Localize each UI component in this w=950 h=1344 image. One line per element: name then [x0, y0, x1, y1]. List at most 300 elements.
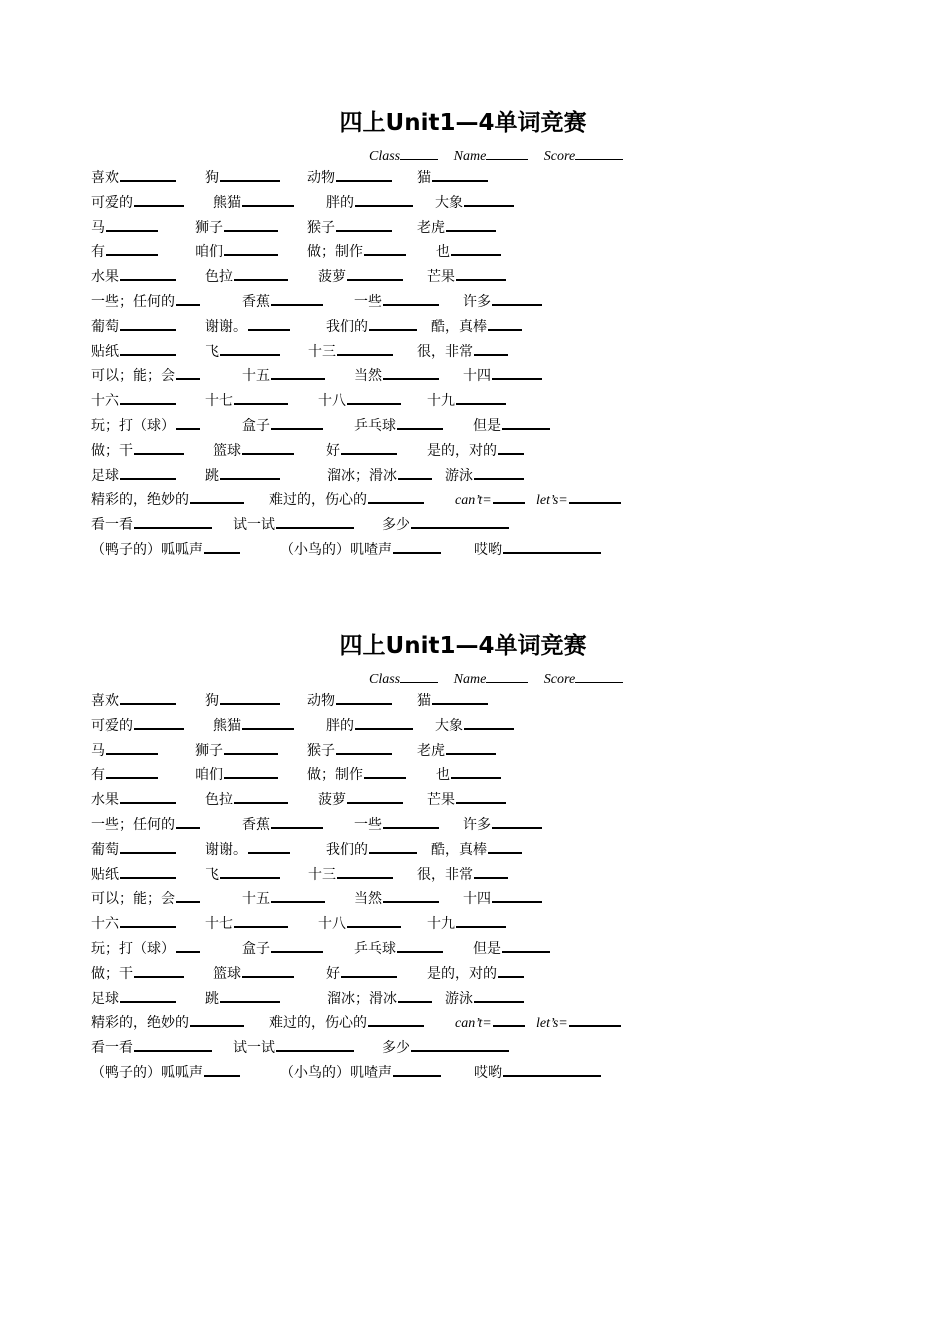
answer-blank[interactable] — [224, 216, 278, 232]
answer-blank[interactable] — [446, 739, 496, 755]
class-label: Class — [369, 672, 401, 687]
class-field[interactable] — [369, 146, 438, 165]
word-prompt: 马 — [91, 742, 105, 759]
word-item — [213, 191, 294, 215]
word-item — [213, 962, 294, 986]
word-prompt: 我们的 — [326, 841, 368, 858]
answer-blank[interactable] — [502, 414, 550, 430]
answer-blank[interactable] — [411, 513, 509, 529]
answer-blank[interactable] — [355, 714, 413, 730]
answer-blank[interactable] — [190, 488, 244, 504]
word-prompt: 十六 — [91, 916, 119, 933]
answer-blank[interactable] — [355, 191, 413, 207]
answer-blank[interactable] — [220, 863, 280, 879]
answer-blank[interactable] — [337, 340, 393, 356]
word-item — [233, 513, 354, 537]
word-prompt: 飞 — [205, 343, 219, 360]
word-prompt: 足球 — [91, 990, 119, 1007]
answer-blank[interactable] — [106, 216, 158, 232]
word-prompt: 谢谢。 — [205, 318, 247, 335]
answer-blank[interactable] — [120, 912, 176, 928]
word-item — [91, 265, 176, 289]
word-prompt: 很，非常 — [417, 343, 473, 360]
word-item — [91, 240, 158, 264]
answer-blank[interactable] — [224, 739, 278, 755]
answer-blank[interactable] — [220, 340, 280, 356]
word-item — [91, 987, 176, 1011]
answer-blank[interactable] — [341, 962, 397, 978]
answer-blank[interactable] — [120, 788, 176, 804]
word-prompt: 猫 — [417, 693, 431, 709]
word-item — [427, 912, 506, 936]
word-item — [91, 315, 176, 339]
answer-blank[interactable] — [242, 962, 294, 978]
word-prompt: 狗 — [205, 693, 219, 709]
word-prompt: 玩；打（球） — [91, 940, 175, 957]
word-item — [242, 887, 325, 911]
word-prompt: can’t= — [455, 1016, 492, 1032]
answer-blank[interactable] — [503, 1061, 601, 1077]
answer-blank[interactable] — [276, 513, 354, 529]
answer-blank[interactable] — [176, 813, 200, 829]
word-item — [91, 1036, 212, 1060]
answer-blank[interactable] — [176, 887, 200, 903]
word-item — [455, 488, 525, 513]
answer-blank[interactable] — [120, 464, 176, 480]
word-item — [307, 739, 392, 763]
name-label: Name — [453, 672, 487, 687]
word-item — [354, 813, 439, 837]
word-prompt: 十五 — [242, 891, 270, 908]
word-item — [455, 1011, 525, 1036]
answer-blank[interactable] — [492, 290, 542, 306]
word-item — [327, 987, 432, 1011]
word-item — [417, 689, 488, 713]
answer-blank[interactable] — [336, 166, 392, 182]
word-item — [431, 838, 522, 862]
word-prompt: 好 — [326, 442, 340, 459]
word-prompt: 水果 — [91, 269, 119, 286]
word-item — [91, 962, 184, 986]
answer-blank[interactable] — [432, 689, 488, 705]
word-prompt: 色拉 — [205, 269, 233, 286]
word-prompt: 难过的，伤心的 — [269, 1015, 367, 1032]
answer-blank[interactable] — [176, 414, 200, 430]
word-prompt: 胖的 — [326, 717, 354, 734]
word-item — [307, 689, 392, 713]
answer-blank[interactable] — [474, 340, 508, 356]
answer-blank[interactable] — [492, 813, 542, 829]
answer-blank[interactable] — [120, 838, 176, 854]
answer-blank[interactable] — [498, 962, 524, 978]
word-item — [91, 464, 176, 488]
answer-blank[interactable] — [120, 987, 176, 1003]
word-item — [326, 191, 413, 215]
word-item — [436, 240, 501, 264]
word-prompt: 十七 — [205, 916, 233, 933]
answer-blank[interactable] — [276, 1036, 354, 1052]
answer-blank[interactable] — [383, 887, 439, 903]
word-prompt: 熊猫 — [213, 717, 241, 734]
answer-blank[interactable] — [474, 863, 508, 879]
answer-blank[interactable] — [337, 863, 393, 879]
answer-blank[interactable] — [493, 488, 525, 504]
word-item — [474, 538, 601, 562]
word-prompt: 溜冰；滑冰 — [327, 467, 397, 484]
answer-blank[interactable] — [456, 265, 506, 281]
answer-blank[interactable] — [411, 1036, 509, 1052]
word-item — [91, 838, 176, 862]
answer-blank[interactable] — [397, 937, 443, 953]
word-item — [213, 439, 294, 463]
answer-blank[interactable] — [336, 689, 392, 705]
answer-blank[interactable] — [220, 464, 280, 480]
word-prompt: let’s= — [536, 1016, 568, 1032]
word-prompt: 狮子 — [195, 742, 223, 759]
answer-blank[interactable] — [176, 937, 200, 953]
answer-blank[interactable] — [134, 1036, 212, 1052]
name-field[interactable] — [454, 669, 529, 688]
word-prompt: 乒乓球 — [354, 417, 396, 434]
class-field[interactable] — [369, 669, 438, 688]
word-prompt: 狮子 — [195, 219, 223, 236]
word-prompt: 游泳 — [445, 990, 473, 1007]
answer-blank[interactable] — [106, 763, 158, 779]
word-prompt: 十八 — [318, 393, 346, 410]
answer-blank[interactable] — [341, 439, 397, 455]
answer-blank[interactable] — [248, 838, 290, 854]
word-prompt: 做；制作 — [307, 244, 363, 261]
answer-blank[interactable] — [502, 937, 550, 953]
word-prompt: 马 — [91, 219, 105, 236]
word-item — [213, 714, 294, 738]
word-prompt: （小鸟的）叽喳声 — [280, 1064, 392, 1081]
word-prompt: 可爱的 — [91, 717, 133, 734]
word-item — [417, 739, 496, 763]
answer-blank[interactable] — [474, 987, 524, 1003]
answer-blank[interactable] — [347, 265, 403, 281]
word-item — [445, 464, 524, 488]
word-prompt: 酷，真棒 — [431, 318, 487, 335]
word-prompt: 精彩的，绝妙的 — [91, 492, 189, 509]
word-prompt: 猫 — [417, 170, 431, 186]
word-prompt: （鸭子的）呱呱声 — [91, 541, 203, 558]
word-prompt: 香蕉 — [242, 293, 270, 310]
word-prompt: 喜欢 — [91, 693, 119, 709]
word-item — [318, 389, 401, 413]
word-item — [382, 513, 509, 537]
word-item — [91, 763, 158, 787]
answer-blank[interactable] — [134, 513, 212, 529]
word-item — [91, 364, 200, 388]
word-item — [205, 464, 280, 488]
word-item — [280, 538, 441, 562]
word-prompt: 做；制作 — [307, 767, 363, 784]
word-item — [242, 414, 323, 438]
word-item — [91, 813, 200, 837]
word-prompt: 十五 — [242, 368, 270, 385]
word-prompt: can’t= — [455, 493, 492, 509]
answer-blank[interactable] — [383, 364, 439, 380]
answer-blank[interactable] — [446, 216, 496, 232]
word-prompt: 动物 — [307, 170, 335, 186]
word-item — [91, 414, 200, 438]
answer-blank[interactable] — [271, 937, 323, 953]
word-prompt: 试一试 — [233, 517, 275, 534]
word-prompt: 有 — [91, 244, 105, 261]
answer-blank[interactable] — [368, 1011, 424, 1027]
word-item — [354, 937, 443, 961]
answer-blank[interactable] — [347, 788, 403, 804]
word-prompt: 猴子 — [307, 219, 335, 236]
word-item — [233, 1036, 354, 1060]
word-item — [308, 340, 393, 364]
word-item — [269, 1011, 424, 1035]
word-item — [91, 739, 158, 763]
answer-blank[interactable] — [369, 838, 417, 854]
word-item — [195, 240, 278, 264]
word-prompt: 十四 — [463, 891, 491, 908]
answer-blank[interactable] — [120, 389, 176, 405]
answer-blank[interactable] — [456, 389, 506, 405]
word-prompt: 看一看 — [91, 1040, 133, 1057]
answer-blank[interactable] — [234, 788, 288, 804]
answer-blank[interactable] — [456, 912, 506, 928]
word-item — [308, 863, 393, 887]
answer-blank[interactable] — [398, 987, 432, 1003]
word-prompt: 一些 — [354, 816, 382, 833]
word-prompt: 猴子 — [307, 742, 335, 759]
word-prompt: 篮球 — [213, 442, 241, 459]
answer-blank[interactable] — [271, 290, 323, 306]
word-prompt: 贴纸 — [91, 866, 119, 883]
word-item — [473, 937, 550, 961]
answer-blank[interactable] — [397, 414, 443, 430]
answer-blank[interactable] — [271, 813, 323, 829]
answer-blank[interactable] — [176, 364, 200, 380]
answer-blank[interactable] — [492, 364, 542, 380]
answer-blank[interactable] — [220, 166, 280, 182]
answer-blank[interactable] — [234, 389, 288, 405]
word-prompt: 葡萄 — [91, 841, 119, 858]
answer-blank[interactable] — [451, 240, 501, 256]
word-prompt: 葡萄 — [91, 318, 119, 335]
word-item — [536, 488, 621, 513]
answer-blank[interactable] — [134, 439, 184, 455]
answer-blank[interactable] — [190, 1011, 244, 1027]
word-prompt: 看一看 — [91, 517, 133, 534]
word-item — [195, 763, 278, 787]
answer-blank[interactable] — [242, 191, 294, 207]
answer-blank[interactable] — [120, 265, 176, 281]
word-prompt: 足球 — [91, 467, 119, 484]
word-item — [463, 364, 542, 388]
answer-blank[interactable] — [498, 439, 524, 455]
answer-blank[interactable] — [106, 739, 158, 755]
score-field[interactable] — [544, 146, 623, 165]
answer-blank[interactable] — [271, 364, 325, 380]
word-item — [435, 191, 514, 215]
answer-blank[interactable] — [432, 166, 488, 182]
word-prompt: 十九 — [427, 916, 455, 933]
word-item — [280, 1061, 441, 1085]
word-prompt: 咱们 — [195, 767, 223, 784]
word-prompt: 多少 — [382, 1040, 410, 1057]
word-item — [427, 265, 506, 289]
answer-blank[interactable] — [369, 315, 417, 331]
word-item — [91, 788, 176, 812]
word-prompt: 篮球 — [213, 965, 241, 982]
word-prompt: 跳 — [205, 467, 219, 484]
word-item — [474, 1061, 601, 1085]
word-prompt: （小鸟的）叽喳声 — [280, 541, 392, 558]
word-prompt: 我们的 — [326, 318, 368, 335]
word-prompt: 精彩的，绝妙的 — [91, 1015, 189, 1032]
word-prompt: 老虎 — [417, 219, 445, 236]
answer-blank[interactable] — [234, 912, 288, 928]
answer-blank[interactable] — [134, 714, 184, 730]
answer-blank[interactable] — [224, 240, 278, 256]
word-prompt: 也 — [436, 767, 450, 784]
word-item — [91, 513, 212, 537]
word-item — [536, 1011, 621, 1036]
score-field[interactable] — [544, 669, 623, 688]
word-item — [307, 763, 406, 787]
word-prompt: let’s= — [536, 493, 568, 509]
word-item — [91, 538, 240, 562]
word-item — [205, 315, 290, 339]
word-item — [445, 987, 524, 1011]
answer-blank[interactable] — [106, 240, 158, 256]
word-item — [318, 265, 403, 289]
answer-blank[interactable] — [336, 216, 392, 232]
answer-blank[interactable] — [503, 538, 601, 554]
answer-blank[interactable] — [474, 464, 524, 480]
answer-blank[interactable] — [204, 1061, 240, 1077]
answer-blank[interactable] — [393, 1061, 441, 1077]
word-prompt: 可以；能；会 — [91, 891, 175, 908]
answer-blank[interactable] — [242, 439, 294, 455]
word-item — [473, 414, 550, 438]
answer-blank[interactable] — [134, 191, 184, 207]
answer-blank[interactable] — [271, 887, 325, 903]
word-prompt: 大象 — [435, 194, 463, 211]
word-item — [354, 290, 439, 314]
word-prompt: 咱们 — [195, 244, 223, 261]
answer-blank[interactable] — [120, 689, 176, 705]
answer-blank[interactable] — [456, 788, 506, 804]
word-item — [91, 689, 176, 713]
answer-blank[interactable] — [347, 389, 401, 405]
word-item — [91, 714, 184, 738]
answer-blank[interactable] — [120, 340, 176, 356]
answer-blank[interactable] — [464, 714, 514, 730]
answer-blank[interactable] — [488, 838, 522, 854]
word-prompt: 当然 — [354, 368, 382, 385]
answer-blank[interactable] — [347, 912, 401, 928]
word-item — [91, 389, 176, 413]
word-prompt: （鸭子的）呱呱声 — [91, 1064, 203, 1081]
answer-blank[interactable] — [220, 987, 280, 1003]
word-prompt: 十四 — [463, 368, 491, 385]
word-prompt: 酷，真棒 — [431, 841, 487, 858]
word-prompt: 一些；任何的 — [91, 816, 175, 833]
word-item — [91, 1011, 244, 1035]
answer-blank[interactable] — [134, 962, 184, 978]
word-prompt: 胖的 — [326, 194, 354, 211]
word-prompt: 跳 — [205, 990, 219, 1007]
answer-blank[interactable] — [398, 464, 432, 480]
word-prompt: 做；干 — [91, 442, 133, 459]
answer-blank[interactable] — [492, 887, 542, 903]
answer-blank[interactable] — [383, 290, 439, 306]
word-prompt: 谢谢。 — [205, 841, 247, 858]
answer-blank[interactable] — [220, 689, 280, 705]
word-item — [242, 290, 323, 314]
word-prompt: 玩；打（球） — [91, 417, 175, 434]
word-prompt: 乒乓球 — [354, 940, 396, 957]
word-prompt: 狗 — [205, 170, 219, 186]
answer-blank[interactable] — [364, 763, 406, 779]
answer-blank[interactable] — [569, 488, 621, 504]
score-label: Score — [543, 149, 576, 164]
word-prompt: 盒子 — [242, 940, 270, 957]
word-item — [91, 863, 176, 887]
word-prompt: 许多 — [463, 293, 491, 310]
answer-blank[interactable] — [120, 315, 176, 331]
answer-blank[interactable] — [242, 714, 294, 730]
answer-blank[interactable] — [393, 538, 441, 554]
answer-blank[interactable] — [120, 863, 176, 879]
answer-blank[interactable] — [336, 739, 392, 755]
answer-blank[interactable] — [464, 191, 514, 207]
name-field[interactable] — [454, 146, 529, 165]
word-item — [205, 340, 280, 364]
word-prompt: 一些；任何的 — [91, 293, 175, 310]
word-prompt: 但是 — [473, 417, 501, 434]
word-item — [417, 216, 496, 240]
word-item — [427, 439, 524, 463]
word-prompt: 溜冰；滑冰 — [327, 990, 397, 1007]
answer-blank[interactable] — [234, 265, 288, 281]
word-item — [91, 216, 158, 240]
answer-blank[interactable] — [204, 538, 240, 554]
word-item — [205, 166, 280, 190]
answer-blank[interactable] — [271, 414, 323, 430]
answer-blank[interactable] — [488, 315, 522, 331]
word-item — [318, 912, 401, 936]
answer-blank[interactable] — [120, 166, 176, 182]
word-prompt: 老虎 — [417, 742, 445, 759]
word-prompt: 难过的，伤心的 — [269, 492, 367, 509]
answer-blank[interactable] — [368, 488, 424, 504]
answer-blank[interactable] — [493, 1011, 525, 1027]
word-prompt: 芒果 — [427, 792, 455, 809]
word-item — [205, 912, 288, 936]
answer-blank[interactable] — [383, 813, 439, 829]
answer-blank[interactable] — [451, 763, 501, 779]
answer-blank[interactable] — [364, 240, 406, 256]
answer-blank[interactable] — [176, 290, 200, 306]
answer-blank[interactable] — [248, 315, 290, 331]
word-item — [205, 863, 280, 887]
word-prompt: 色拉 — [205, 792, 233, 809]
answer-blank[interactable] — [224, 763, 278, 779]
answer-blank[interactable] — [569, 1011, 621, 1027]
word-item — [91, 488, 244, 512]
word-prompt: 是的，对的 — [427, 965, 497, 982]
word-item — [242, 813, 323, 837]
